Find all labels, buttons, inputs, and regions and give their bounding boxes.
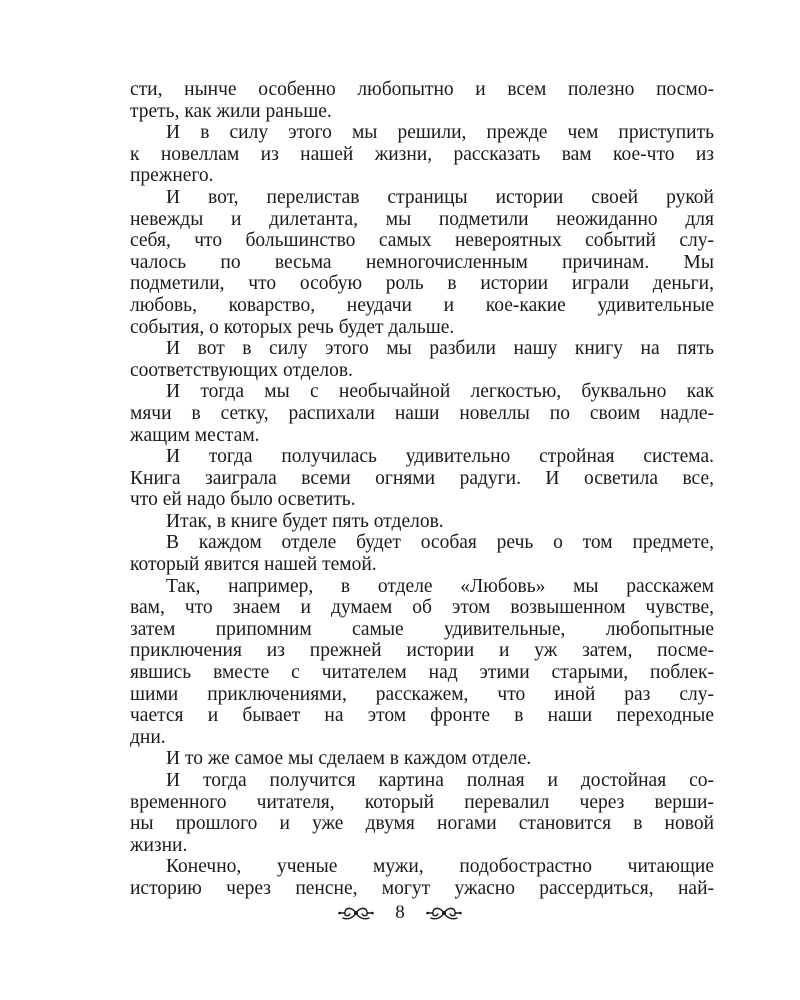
text-line: жизни.	[130, 834, 188, 856]
text-line: Итак, в книге будет пять отделов.	[166, 510, 444, 532]
text-line: сти, нынче особенно любопытно и всем полезно посмо-	[130, 79, 714, 100]
text-line: явшись вместе с читателем над этими старыми, поблек-	[130, 662, 714, 684]
text-line: мячи в сетку, распихали наши новеллы по своим надле-	[130, 402, 714, 424]
text-line: треть, как жили раньше.	[130, 100, 332, 122]
text-line: затем припомним самые удивительные, любопытные	[130, 618, 714, 640]
text-line: временного читателя, который перевалил через верши-	[130, 791, 714, 813]
text-line: себя, что большинство самых невероятных событий слу-	[130, 230, 714, 252]
floral-ornament-icon	[425, 903, 463, 923]
text-line: подметили, что особую роль в истории играли деньги,	[130, 273, 714, 295]
text-line: невежды и дилетанта, мы подметили неожиданно для	[130, 208, 714, 230]
text-line: Так, например, в отделе «Любовь» мы расскажем	[166, 575, 714, 597]
page-number: 8	[395, 902, 405, 923]
text-line: И вот, перелистав страницы истории своей рукой	[166, 186, 714, 208]
text-line: соответствующих отделов.	[130, 359, 353, 381]
text-line: дни.	[130, 726, 166, 748]
text-line: Книга заиграла всеми огнями радуги. И осветила все,	[130, 467, 714, 489]
text-line: И вот в силу этого мы разбили нашу книгу на пять	[166, 338, 714, 360]
text-line: И то же самое мы сделаем в каждом отделе.	[166, 748, 532, 770]
text-line: что ей надо было осветить.	[130, 489, 356, 511]
text-line: жащим местам.	[130, 424, 260, 446]
text-line: к новеллам из нашей жизни, рассказать вам кое-что из	[130, 143, 714, 165]
text-line: вам, что знаем и думаем об этом возвышенном чувстве,	[130, 597, 714, 619]
floral-ornament-icon	[337, 903, 375, 923]
text-line: любовь, коварство, неудачи и кое-какие удивительные	[130, 294, 714, 316]
text-line: приключения из прежней истории и уж затем, посме-	[130, 640, 714, 662]
text-line: Конечно, ученые мужи, подобострастно читающие	[166, 856, 714, 878]
text-line: И тогда получится картина полная и достойная со-	[166, 770, 714, 791]
text-line: прежнего.	[130, 165, 214, 187]
text-line: чалось по весьма немногочисленным причинам. Мы	[130, 251, 714, 273]
text-line: шими приключениями, расскажем, что иной раз слу-	[130, 683, 714, 705]
text-line: историю через пенсне, могут ужасно рассердиться, най-	[130, 877, 714, 899]
text-line: И в силу этого мы решили, прежде чем приступить	[166, 122, 714, 144]
text-line: который явится нашей темой.	[130, 554, 377, 576]
text-line: события, о которых речь будет дальше.	[130, 316, 455, 338]
text-line: В каждом отделе будет особая речь о том предмете,	[166, 532, 714, 554]
page-footer	[0, 898, 800, 928]
text-line: чается и бывает на этом фронте в наши переходные	[130, 705, 714, 727]
text-line: И тогда получилась удивительно стройная система.	[166, 446, 714, 468]
body-text	[130, 79, 714, 900]
text-line: ны прошлого и уже двумя ногами становится в новой	[130, 813, 714, 835]
text-line: И тогда мы с необычайной легкостью, буквально как	[166, 381, 714, 403]
